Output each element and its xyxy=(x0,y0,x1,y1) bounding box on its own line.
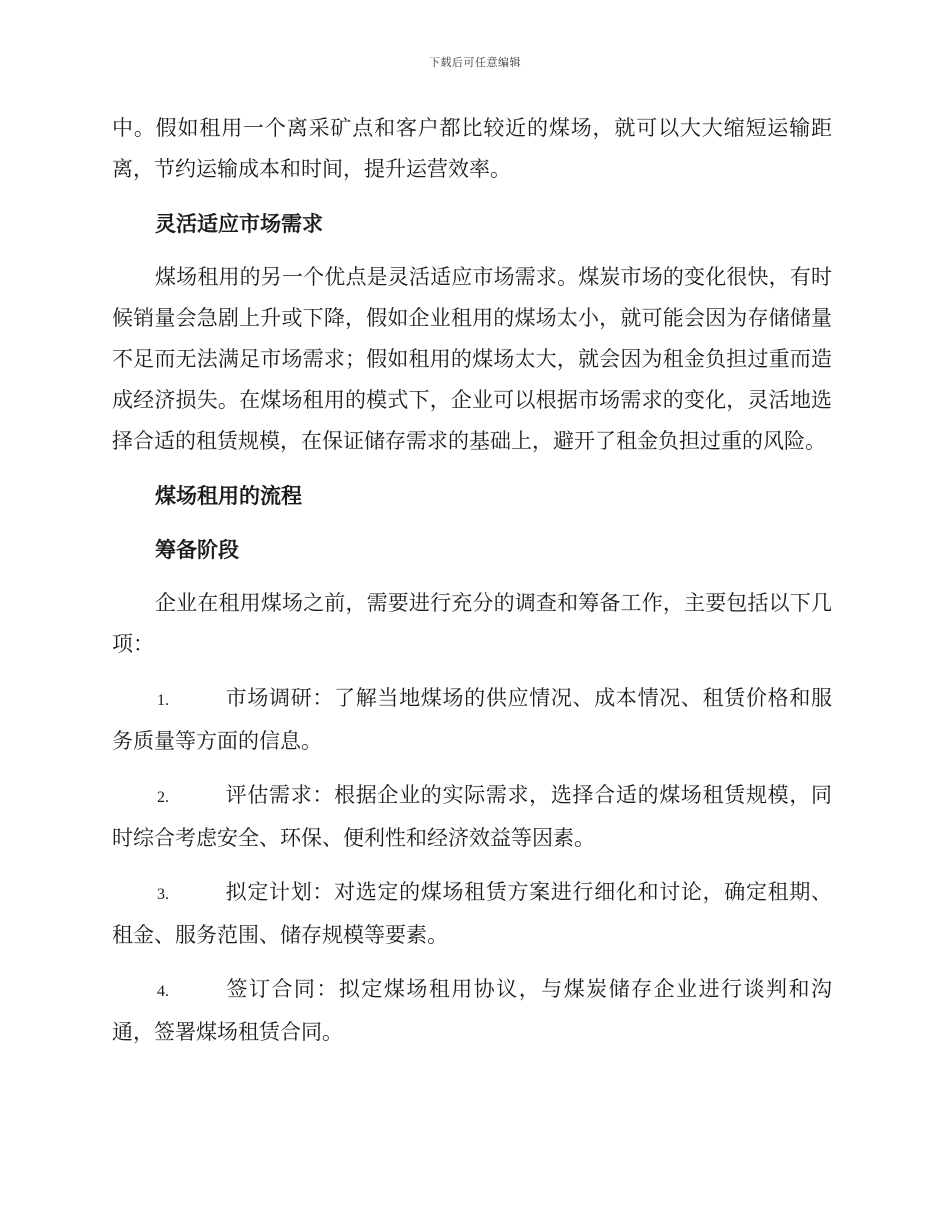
list-item xyxy=(112,969,832,1053)
list-item-number: 2. xyxy=(157,789,169,806)
list-item-text: 评估需求：根据企业的实际需求，选择合适的煤场租赁规模，同时综合考虑安全、环保、便利性和经济效益等因素。 xyxy=(112,783,832,850)
page-header: 下载后可任意编辑 xyxy=(429,56,521,69)
paragraph-continued: 中。假如租用一个离采矿点和客户都比较近的煤场，就可以大大缩短运输距离，节约运输成本和时间，提升运营效率。 xyxy=(112,116,832,181)
list-item-number: 1. xyxy=(157,692,169,709)
list-item-text: 签订合同：拟定煤场租用协议，与煤炭储存企业进行谈判和沟通，签署煤场租赁合同。 xyxy=(112,977,832,1044)
list-item-text: 市场调研：了解当地煤场的供应情况、成本情况、租赁价格和服务质量等方面的信息。 xyxy=(112,686,832,753)
list-item xyxy=(112,678,832,762)
document-body xyxy=(112,108,832,1066)
subsection-heading-prep: 筹备阶段 xyxy=(155,537,239,562)
list-item-number: 4. xyxy=(157,983,169,1000)
section-heading-process: 煤场租用的流程 xyxy=(155,483,302,508)
list-item-number: 3. xyxy=(157,886,169,903)
list-item xyxy=(112,872,832,956)
paragraph-prep: 企业在租用煤场之前，需要进行充分的调查和筹备工作，主要包括以下几项： xyxy=(112,591,832,656)
paragraph-flexible: 煤场租用的另一个优点是灵活适应市场需求。煤炭市场的变化很快，有时候销量会急剧上升或下降，假如企业租用的煤场太小，就可能会因为存储储量不足而无法满足市场需求；假如租用的煤场太大，就会因为租金负担过重而造成经济损失。在煤场租用的模式下，企业可以根据市场需求的变化，灵活地选择合适的租赁规模，在保证储存需求的基础上，避开了租金负担过重的风险。 xyxy=(112,265,832,453)
section-heading-flexible: 灵活适应市场需求 xyxy=(155,211,323,236)
list-item-text: 拟定计划：对选定的煤场租赁方案进行细化和讨论，确定租期、租金、服务范围、储存规模等要素。 xyxy=(112,880,832,947)
list-item xyxy=(112,775,832,859)
